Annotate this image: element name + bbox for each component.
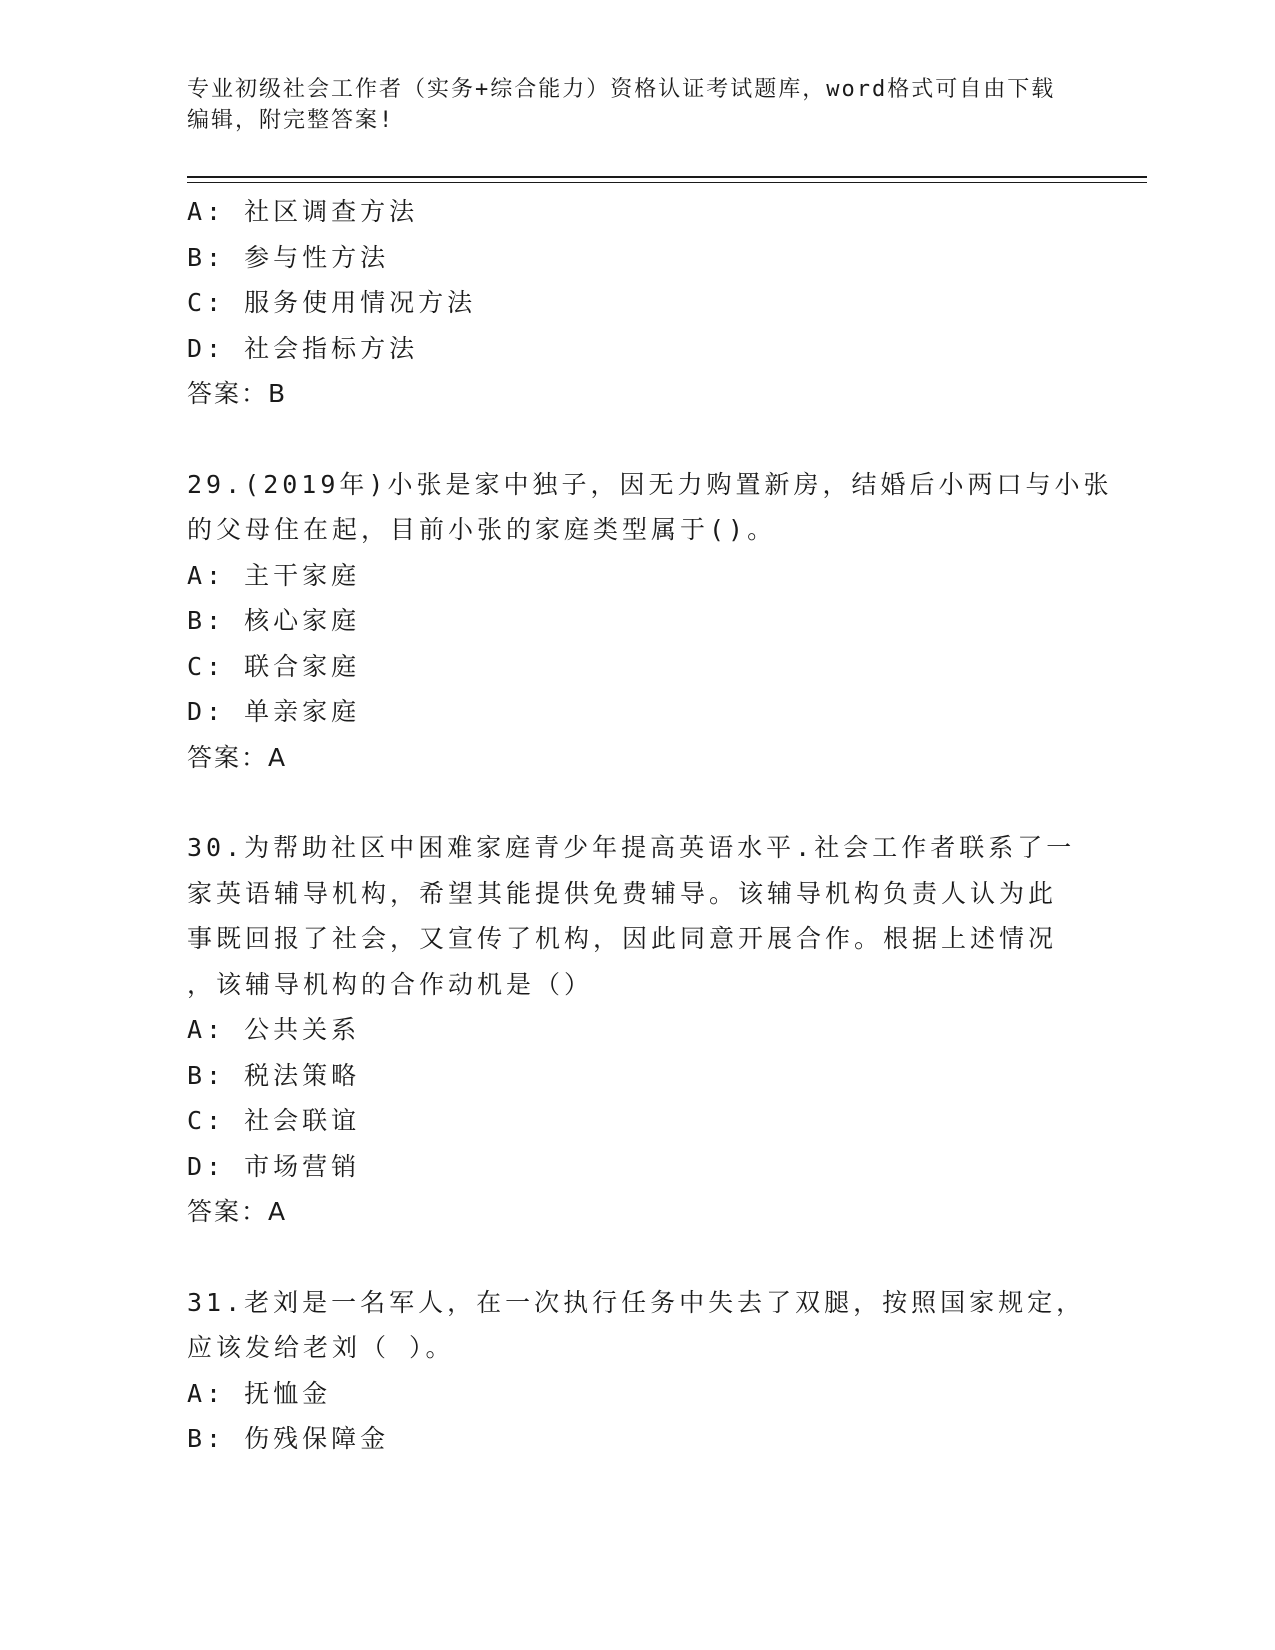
option-a: A: 抚恤金 (187, 1378, 332, 1408)
document-header (187, 74, 1087, 136)
option-b: B: 税法策略 (187, 1060, 361, 1090)
spacer (187, 417, 1087, 462)
option-b: B: 伤残保障金 (187, 1424, 390, 1453)
option-b: B: 核心家庭 (187, 606, 361, 635)
question-31 (187, 1280, 1087, 1462)
option-c: C: 联合家庭 (187, 651, 361, 681)
question-30 (187, 825, 1087, 1235)
option-d: D: 单亲家庭 (187, 697, 361, 726)
question-text-line: 事既回报了社会，又宣传了机构，因此同意开展合作。根据上述情况 (187, 924, 1058, 953)
question-28 (187, 189, 1087, 417)
option-c: C: 服务使用情况方法 (187, 288, 477, 317)
option-a: A: 社区调查方法 (187, 197, 419, 226)
spacer (187, 780, 1087, 825)
option-b: B: 参与性方法 (187, 242, 390, 272)
header-divider-thick (187, 176, 1147, 178)
answer: 答案：A (187, 1197, 288, 1226)
option-a: A: 主干家庭 (187, 560, 361, 590)
question-text-line: 30.为帮助社区中困难家庭青少年提高英语水平.社会工作者联系了一 (187, 833, 1076, 862)
option-d: D: 社会指标方法 (187, 333, 419, 363)
header-line-1: 专业初级社会工作者（实务+综合能力）资格认证考试题库，word格式可自由下载 (187, 77, 1056, 102)
question-text-line: 应该发给老刘（ ）。 (187, 1333, 455, 1362)
option-a: A: 公共关系 (187, 1015, 361, 1044)
question-text-line: 31.老刘是一名军人，在一次执行任务中失去了双腿，按照国家规定， (187, 1287, 1086, 1317)
question-text-line: 29.(2019年)小张是家中独子，因无力购置新房，结婚后小两口与小张 (187, 469, 1113, 499)
header-divider-thin (187, 182, 1147, 183)
answer: 答案：B (187, 379, 288, 408)
question-text-line: 家英语辅导机构，希望其能提供免费辅导。该辅导机构负责人认为此 (187, 878, 1058, 908)
spacer (187, 1235, 1087, 1280)
question-29 (187, 462, 1113, 781)
answer: 答案：A (187, 742, 288, 772)
option-d: D: 市场营销 (187, 1151, 361, 1181)
question-text-line: 的父母住在起，目前小张的家庭类型属于()。 (187, 515, 777, 544)
option-c: C: 社会联谊 (187, 1106, 361, 1135)
header-line-2: 编辑，附完整答案! (187, 108, 395, 133)
question-text-line: ，该辅导机构的合作动机是（） (187, 969, 594, 999)
question-content (187, 189, 1113, 1462)
